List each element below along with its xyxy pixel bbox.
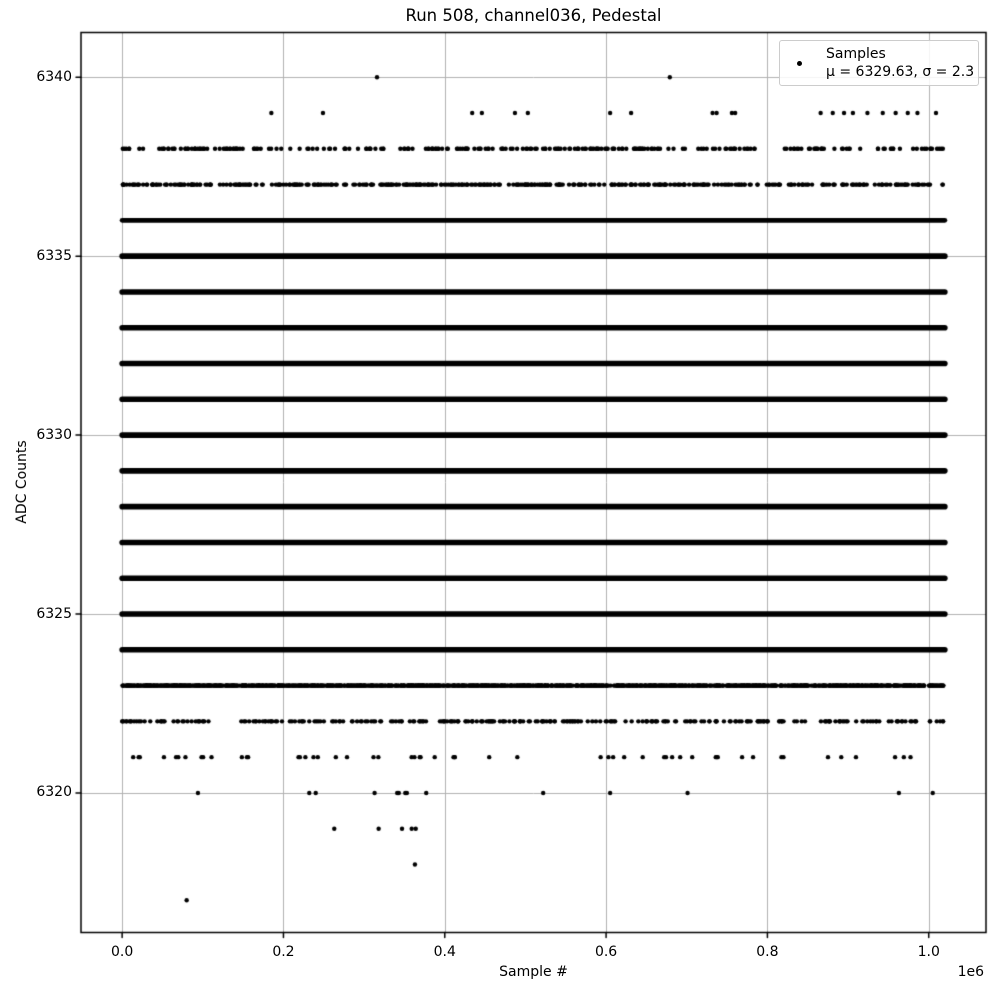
legend-marker-dot <box>797 61 802 66</box>
x-axis-label: Sample # <box>499 964 568 980</box>
legend-text <box>826 45 974 81</box>
y-tick-label: 6320 <box>36 784 72 801</box>
x-tick-label: 0.6 <box>594 944 618 960</box>
chart-title: Run 508, channel036, Pedestal <box>405 6 662 25</box>
legend-label-stats: μ = 6329.63, σ = 2.3 <box>826 64 975 80</box>
x-tick-label: 1.0 <box>917 944 940 960</box>
y-tick-label: 6330 <box>36 426 72 443</box>
x-tick-label: 0.8 <box>756 944 779 960</box>
x-tick-label: 0.0 <box>110 944 134 960</box>
y-axis-label: ADC Counts <box>14 440 30 524</box>
y-tick-label: 6340 <box>36 68 72 85</box>
legend <box>779 40 979 86</box>
y-tick-label: 6335 <box>36 247 72 264</box>
x-tick-label: 0.4 <box>433 944 456 960</box>
x-tick-label: 0.2 <box>272 944 295 960</box>
legend-label-samples: Samples <box>826 46 886 62</box>
x-axis-offset-label: 1e6 <box>957 964 984 980</box>
y-tick-label: 6325 <box>36 605 72 622</box>
